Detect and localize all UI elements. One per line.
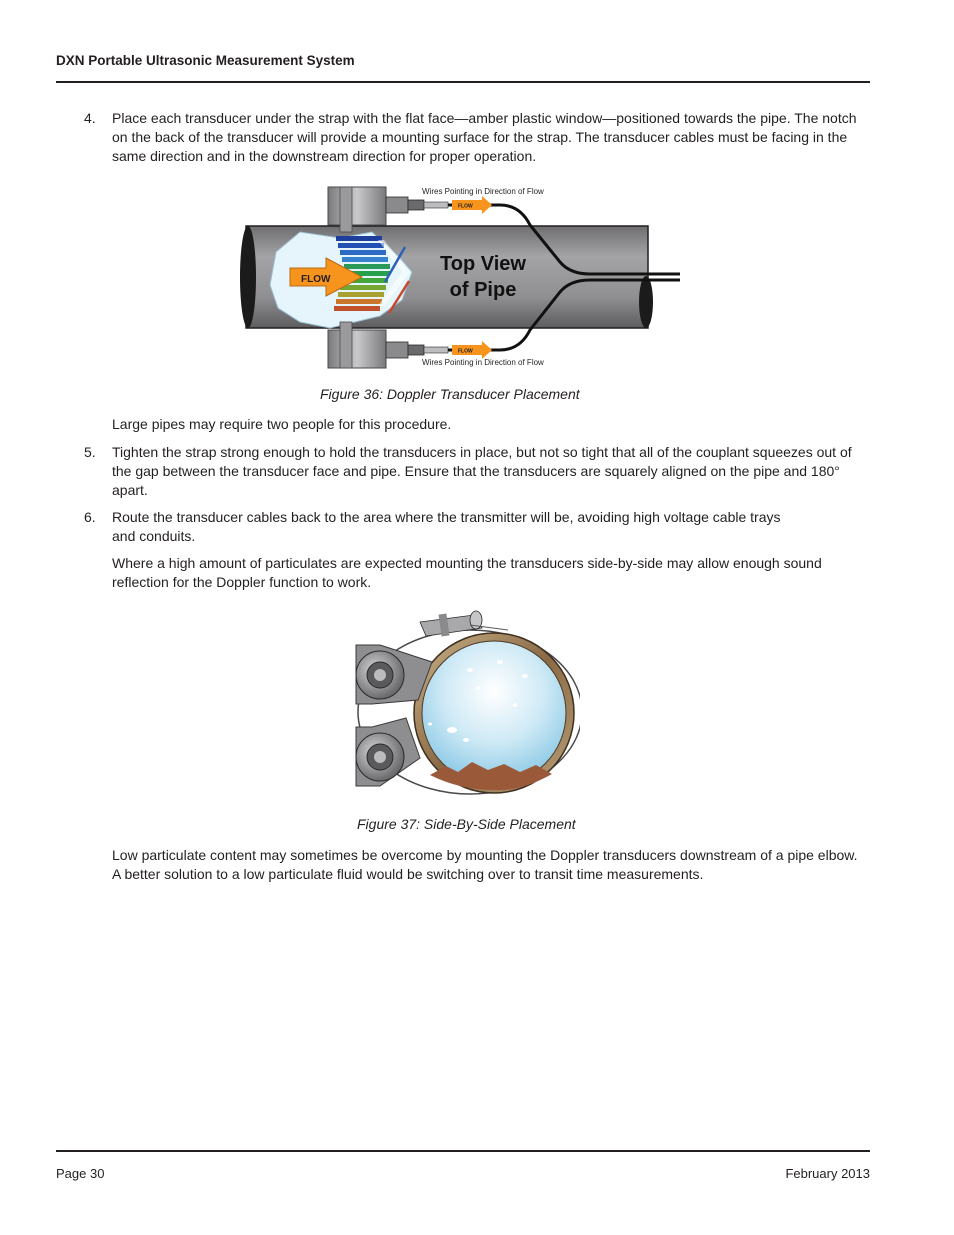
- top-view-title-line1: Top View: [440, 253, 526, 275]
- footer-rule: [56, 1150, 870, 1152]
- note-particulates: Where a high amount of particulates are expected mounting the transducers side-by-side may allow enough sound reflection for the Doppler function to work.: [112, 555, 822, 590]
- flow-arrow-large-label: FLOW: [301, 274, 331, 285]
- figure-36-caption: Figure 36: Doppler Transducer Placement: [320, 386, 580, 402]
- transducer-clamp-bottom: [328, 322, 386, 368]
- document-header-title: DXN Portable Ultrasonic Measurement System: [56, 53, 355, 68]
- top-view-title-line2: of Pipe: [449, 279, 517, 301]
- pipe-interior-water: [422, 641, 566, 785]
- note-large-pipes: Large pipes may require two people for this procedure.: [112, 416, 452, 432]
- wires-direction-label-bottom: Wires Pointing in Direction of Flow: [422, 358, 544, 367]
- cable-connector-bottom: [386, 342, 448, 358]
- note-low-particulate: Low particulate content may sometimes be overcome by mounting the Doppler transducers downstream of a pipe elbow. A better solution to a low particulate fluid would be switching over to transit time measurements.: [112, 847, 858, 882]
- step-4-number: 4.: [84, 110, 96, 126]
- step-6-text-line2: and conduits.: [112, 528, 196, 544]
- footer-date: February 2013: [785, 1166, 870, 1181]
- svg-text:FLOW: FLOW: [458, 203, 473, 210]
- figure-36-doppler-transducer-placement: [235, 180, 685, 375]
- cable-connector-top: [386, 197, 448, 213]
- step-5-number: 5.: [84, 444, 96, 460]
- step-6-number: 6.: [84, 509, 96, 525]
- step-6-text-line1: Route the transducer cables back to the area where the transmitter will be, avoiding high voltage cable trays: [112, 509, 781, 525]
- flow-arrow-small-top: [452, 196, 492, 214]
- wires-direction-label-top: Wires Pointing in Direction of Flow: [422, 187, 544, 196]
- footer-page-number: Page 30: [56, 1166, 105, 1181]
- figure-37-side-by-side-placement: [350, 608, 580, 803]
- figure-37-caption: Figure 37: Side-By-Side Placement: [357, 816, 576, 832]
- svg-text:FLOW: FLOW: [458, 348, 473, 355]
- transducer-clamp-top: [328, 187, 386, 232]
- header-rule: [56, 81, 870, 83]
- transducer-lower: [356, 718, 420, 786]
- step-5-text: Tighten the strap strong enough to hold the transducers in place, but not so tight that all of the couplant squeezes out of the gap between the transducer face and pipe. Ensure that the transducers are squarely aligned on the pipe and 180° apart.: [112, 444, 852, 498]
- step-4-text: Place each transducer under the strap with the flat face—amber plastic window—positioned towards the pipe. The notch on the back of the transducer will provide a mounting surface for the strap. The transducer cables must be facing in the same direction and in the downstream direction for proper operation.: [112, 110, 857, 164]
- flow-arrow-small-bottom: [452, 341, 492, 359]
